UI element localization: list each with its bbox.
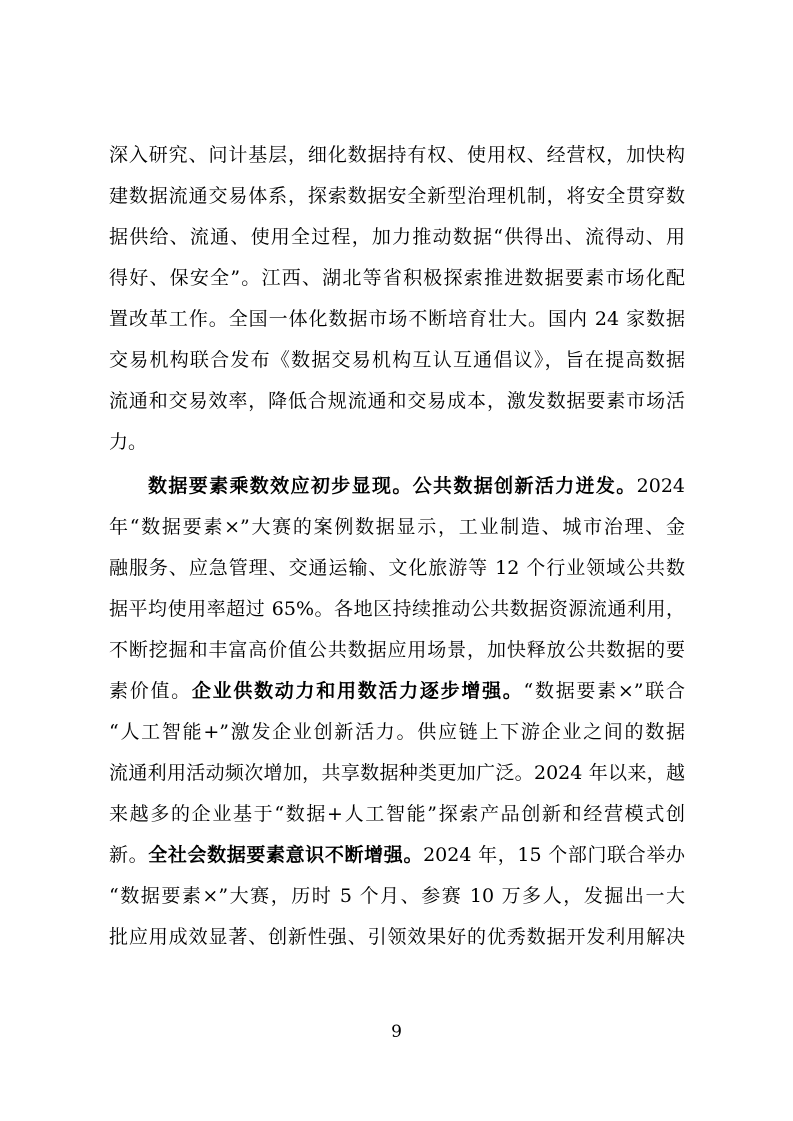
paragraph-line: 来越多的企业基于“数据+人工智能”探索产品创新和经营模式创 [109,803,685,825]
paragraph-line [109,840,685,870]
paragraph-line: 流通利用活动频次增加，共享数据种类更加广泛。2024 年以来，越 [109,762,685,784]
paragraph-line: 批应用成效显著、创新性强、引领效果好的优秀数据开发利用解决 [109,926,685,948]
body-text: 素价值。 [109,680,192,702]
paragraph-line: 深入研究、问计基层，细化数据持有权、使用权、经营权，加快构 [109,144,685,166]
paragraph-line: 力。 [109,431,148,453]
paragraph-line: 置改革工作。全国一体化数据市场不断培育壮大。国内 24 家数据 [109,308,685,330]
page-number: 9 [391,1022,402,1042]
paragraph-line [148,471,685,501]
body-text: 2024 年，15 个部门联合举办 [423,844,685,866]
paragraph-line [109,676,685,706]
paragraph-line: 据平均使用率超过 65%。各地区持续推动公共数据资源流通利用， [109,598,685,620]
paragraph-line: “数据要素×”大赛，历时 5 个月、参赛 10 万多人，发掘出一大 [109,885,685,907]
paragraph-line: 得好、保安全”。江西、湖北等省积极探索推进数据要素市场化配 [109,267,685,289]
paragraph-line: “人工智能+”激发企业创新活力。供应链上下游企业之间的数据 [109,721,685,743]
body-text: 2024 [636,475,685,497]
paragraph-line: 年“数据要素×”大赛的案例数据显示，工业制造、城市治理、金 [109,516,685,538]
paragraph-line: 交易机构联合发布《数据交易机构互认互通倡议》，旨在提高数据 [109,349,685,371]
paragraph-line: 据供给、流通、使用全过程，加力推动数据“供得出、流得动、用 [109,226,685,248]
bold-heading-text: 数据要素乘数效应初步显现。公共数据创新活力迸发。 [148,475,637,497]
paragraph-line: 不断挖掘和丰富高价值公共数据应用场景，加快释放公共数据的要 [109,639,685,661]
paragraph-line: 融服务、应急管理、交通运输、文化旅游等 12 个行业领域公共数 [109,557,685,579]
bold-heading-text: 企业供数动力和用数活力逐步增强。 [191,680,524,702]
bold-heading-text: 全社会数据要素意识不断增强。 [148,844,424,866]
body-text: “数据要素×”联合 [523,680,685,702]
paragraph-line: 流通和交易效率，降低合规流通和交易成本，激发数据要素市场活 [109,390,685,412]
paragraph-line: 建数据流通交易体系，探索数据安全新型治理机制，将安全贯穿数 [109,185,685,207]
body-text: 新。 [109,844,149,866]
